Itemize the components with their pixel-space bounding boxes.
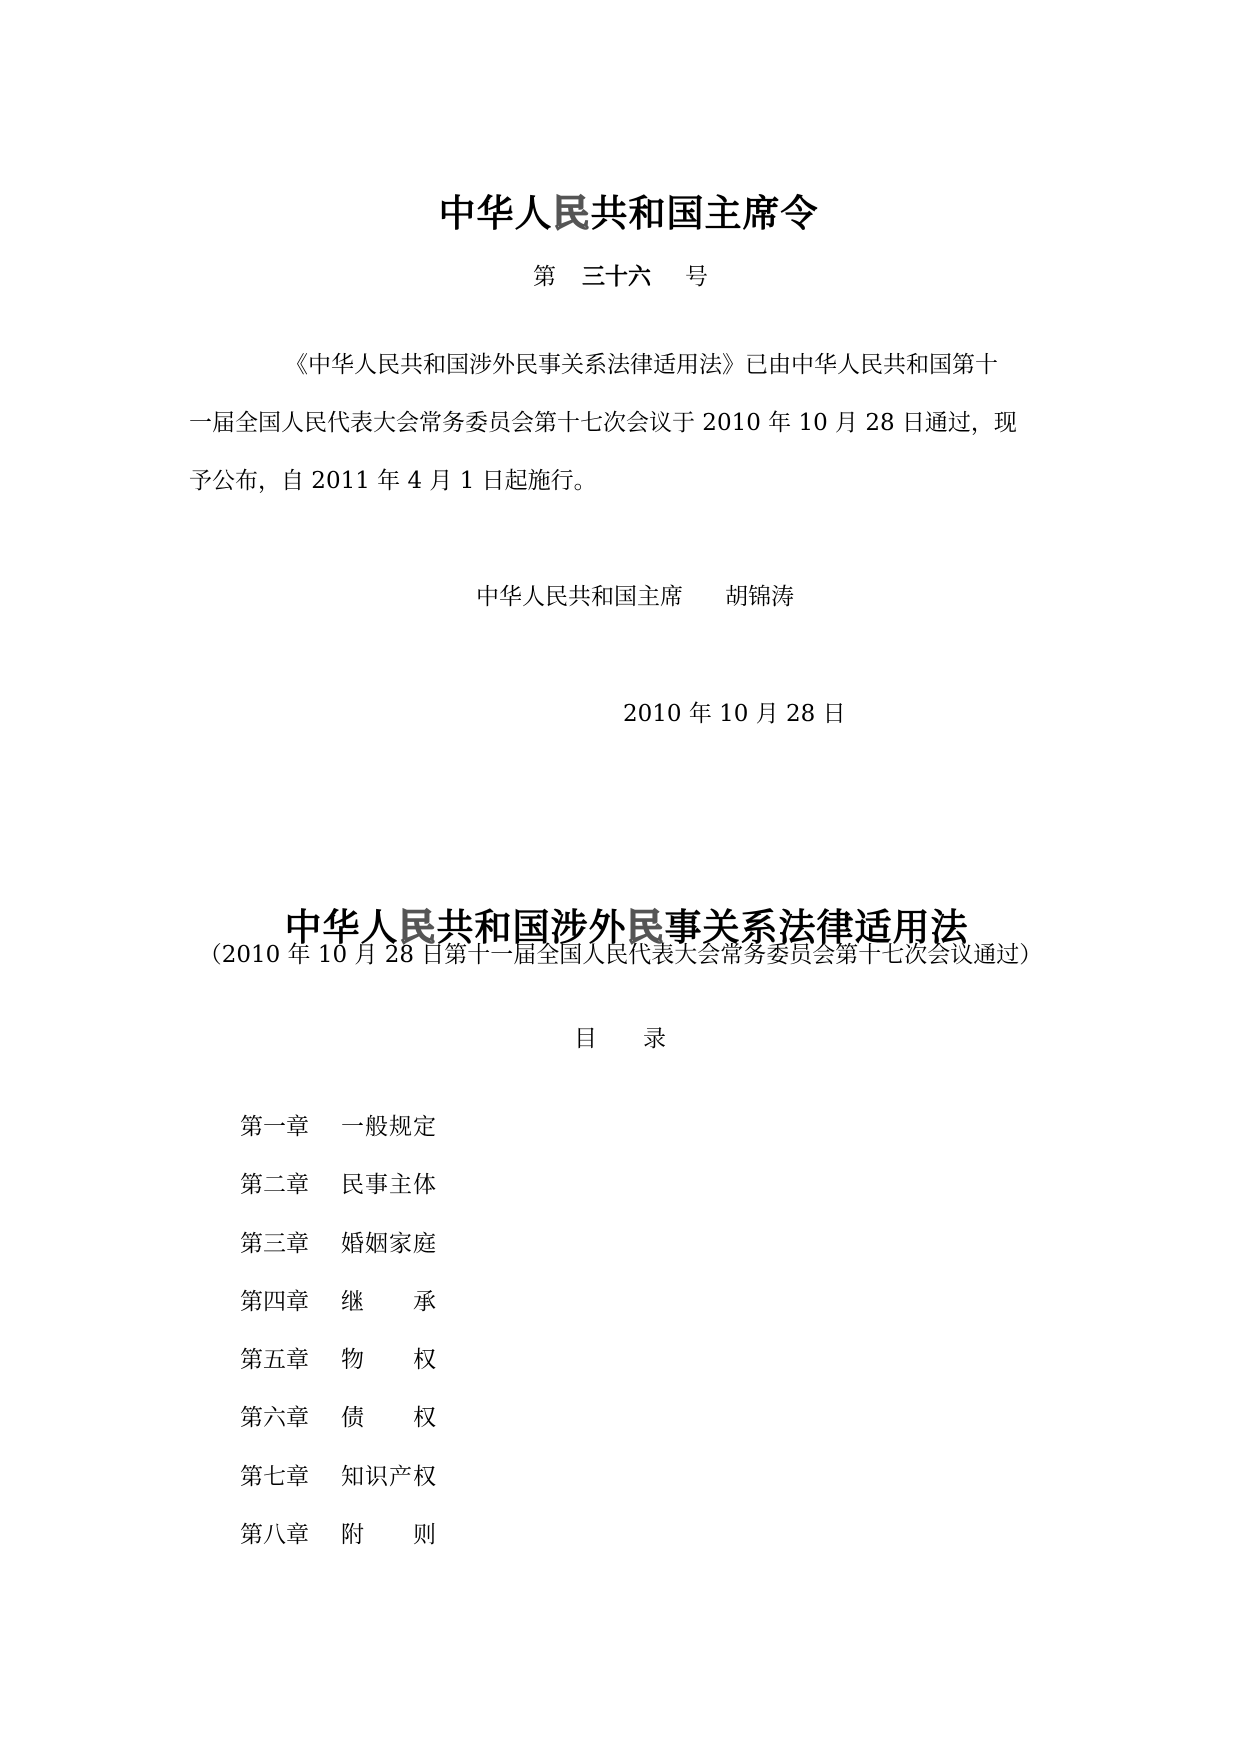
- toc-item[interactable]: [240, 1166, 436, 1224]
- order-number-suffix: 号: [685, 264, 708, 290]
- promulgation-paragraph: [189, 336, 1055, 510]
- toc-heading-right: 录: [643, 1026, 666, 1052]
- toc-chapter-name: 继 承: [341, 1288, 436, 1315]
- table-of-contents: [240, 1108, 436, 1574]
- law-title-hollow-char: 民: [626, 904, 665, 949]
- paragraph-line: 《中华人民共和国涉外民事关系法律适用法》已由中华人民共和国第十: [285, 352, 998, 378]
- toc-chapter-name: 民事主体: [341, 1172, 436, 1199]
- toc-item[interactable]: [240, 1108, 436, 1166]
- order-title-part: 中华人: [438, 190, 553, 235]
- toc-chapter-number: 第三章: [240, 1230, 309, 1257]
- toc-item[interactable]: [240, 1399, 436, 1457]
- signer-name: 胡锦涛: [725, 584, 794, 610]
- toc-item[interactable]: [240, 1341, 436, 1399]
- toc-heading-left: 目: [574, 1026, 597, 1052]
- toc-heading: [574, 1020, 666, 1053]
- law-title-part: 中华人: [284, 904, 399, 949]
- paragraph-line: 一届全国人民代表大会常务委员会第十七次会议于 2010 年 10 月 28 日通过，现: [189, 410, 1017, 436]
- order-number-value: 三十六: [582, 263, 651, 290]
- toc-item[interactable]: [240, 1516, 436, 1574]
- signature-line: [476, 578, 794, 611]
- paragraph-line: 予公布，自 2011 年 4 月 1 日起施行。: [189, 468, 597, 494]
- toc-chapter-name: 物 权: [341, 1347, 436, 1374]
- toc-chapter-number: 第八章: [240, 1522, 309, 1549]
- order-number-prefix: 第: [533, 264, 556, 290]
- toc-item[interactable]: [240, 1225, 436, 1283]
- order-title-part: 共和国主席令: [590, 190, 819, 235]
- order-title-hollow-char: 民: [552, 190, 591, 235]
- toc-chapter-number: 第四章: [240, 1288, 309, 1315]
- law-title-part: 共和国涉外: [436, 904, 627, 949]
- signer-title: 中华人民共和国主席: [476, 584, 683, 610]
- toc-chapter-name: 婚姻家庭: [341, 1230, 436, 1257]
- toc-chapter-number: 第二章: [240, 1172, 309, 1199]
- toc-chapter-name: 知识产权: [341, 1463, 436, 1490]
- toc-chapter-number: 第七章: [240, 1463, 309, 1490]
- law-title-part: 事关系法律适用法: [664, 904, 969, 949]
- law-title-hollow-char: 民: [398, 904, 437, 949]
- toc-chapter-name: 一般规定: [341, 1114, 436, 1140]
- toc-chapter-number: 第一章: [240, 1114, 309, 1140]
- toc-chapter-name: 债 权: [341, 1405, 436, 1432]
- signing-date: 2010 年 10 月 28 日: [623, 701, 846, 727]
- toc-chapter-name: 附 则: [341, 1522, 436, 1549]
- order-number: [533, 258, 708, 291]
- toc-item[interactable]: [240, 1283, 436, 1341]
- toc-item[interactable]: [240, 1458, 436, 1516]
- law-subtitle: （2010 年 10 月 28 日第十一届全国人民代表大会常务委员会第十七次会议通过）: [198, 942, 1043, 968]
- toc-chapter-number: 第五章: [240, 1347, 309, 1374]
- toc-chapter-number: 第六章: [240, 1405, 309, 1432]
- order-title: [0, 183, 1241, 237]
